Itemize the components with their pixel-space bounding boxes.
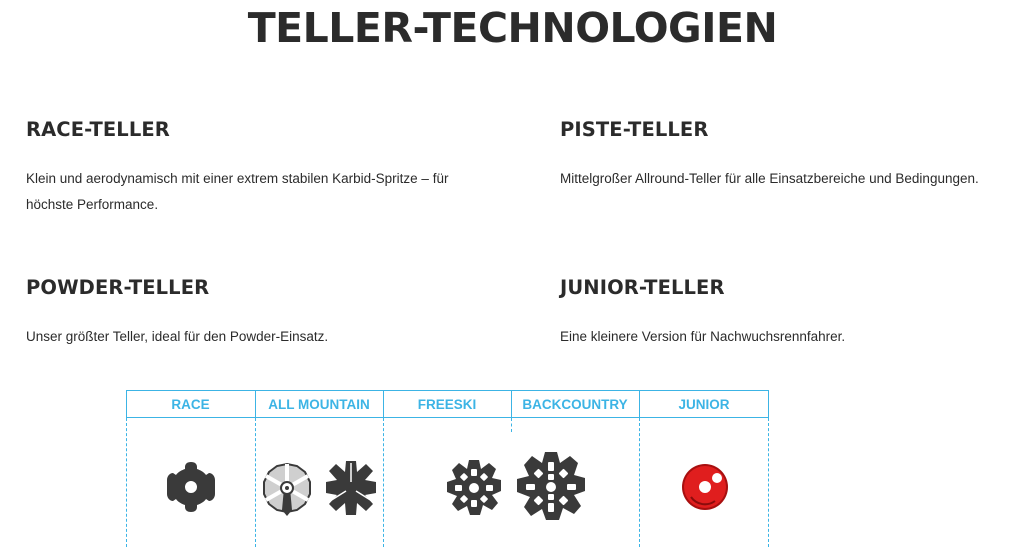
feature-title: JUNIOR-TELLER — [560, 276, 725, 299]
column-divider — [768, 390, 769, 418]
feature-description: Eine kleinere Version für Nachwuchsrennfahrer. — [560, 329, 846, 344]
column-header-all-mountain: ALL MOUNTAIN — [255, 390, 383, 418]
race-basket-icon — [164, 460, 218, 514]
page-title: TELLER-TECHNOLOGIEN — [247, 4, 778, 52]
column-divider — [255, 390, 256, 418]
feature-description: Klein und aerodynamisch mit einer extrem stabilen Karbid-Spritze – für höchste Performance. — [26, 171, 449, 212]
feature-race-teller — [26, 118, 496, 212]
column-divider — [511, 390, 512, 418]
column-guide-line — [383, 418, 384, 547]
feature-title: RACE-TELLER — [26, 118, 170, 141]
column-guide-line — [255, 418, 256, 547]
feature-junior-teller — [560, 276, 1025, 344]
column-header-race: RACE — [126, 390, 255, 418]
column-divider — [383, 390, 384, 418]
powder-basket-large-icon — [514, 450, 588, 524]
junior-basket-icon — [680, 462, 730, 512]
column-header-backcountry: BACKCOUNTRY — [511, 390, 639, 418]
column-guide-line — [639, 418, 640, 547]
piste-basket-dark-icon — [322, 458, 380, 518]
basket-usage-chart — [126, 390, 769, 547]
column-guide-line — [511, 418, 512, 432]
piste-basket-light-icon — [259, 460, 315, 518]
column-header-junior: JUNIOR — [639, 390, 769, 418]
column-header-freeski: FREESKI — [383, 390, 511, 418]
feature-description: Unser größter Teller, ideal für den Powder-Einsatz. — [26, 329, 329, 344]
column-divider — [639, 390, 640, 418]
feature-title: POWDER-TELLER — [26, 276, 210, 299]
feature-description: Mittelgroßer Allround-Teller für alle Einsatzbereiche und Bedingungen. — [560, 171, 979, 186]
column-guide-line — [126, 418, 127, 547]
feature-powder-teller — [26, 276, 496, 344]
powder-basket-icon — [444, 458, 504, 518]
column-divider — [126, 390, 127, 418]
feature-title: PISTE-TELLER — [560, 118, 709, 141]
column-guide-line — [768, 418, 769, 547]
feature-piste-teller — [560, 118, 1025, 186]
